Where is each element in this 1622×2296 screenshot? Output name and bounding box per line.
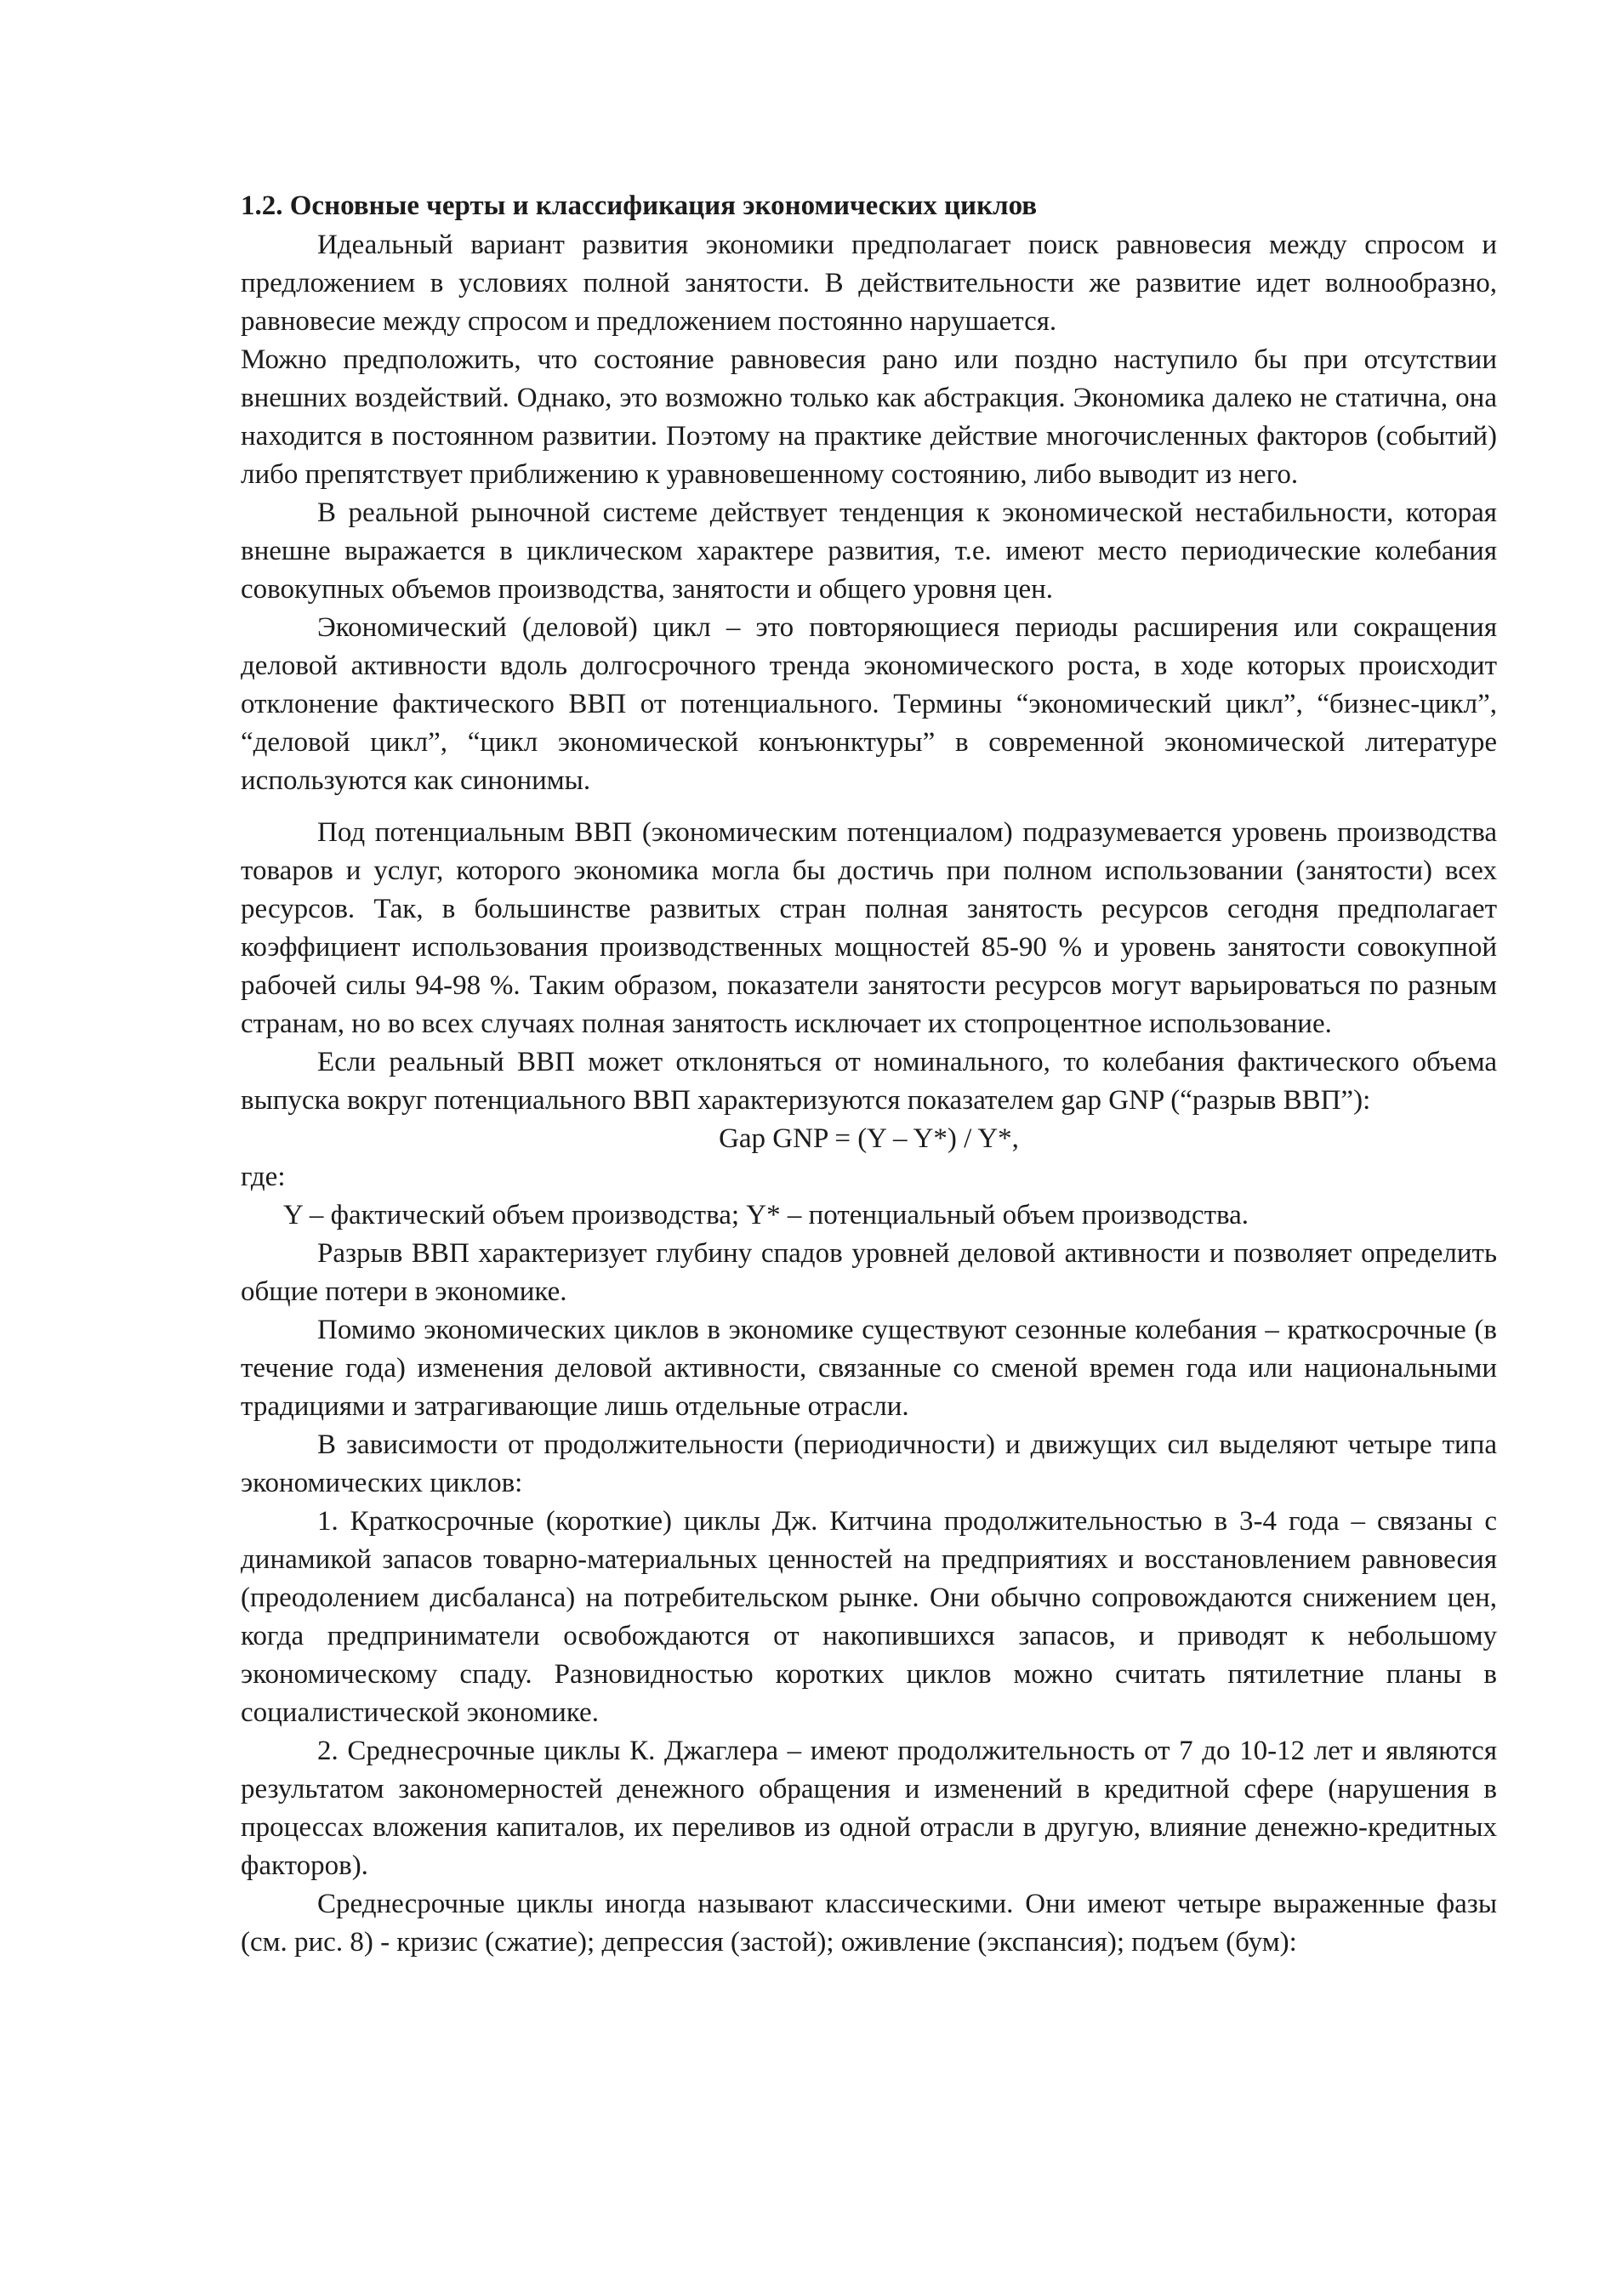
paragraph-equilibrium: Можно предположить, что состояние равновесия рано или поздно наступило бы при отсутствии внешних воздействий. Однако, это возможно только как абстракция. Экономика далеко не статична, она находится в постоянном развитии. Поэтому на практике действие многочисленных факторов (событий) либо препятствует приближению к уравновешенному состоянию, либо выводит из него. <box>241 344 1497 490</box>
list-item-juglar-cycles: 2. Среднесрочные циклы К. Джаглера – имеют продолжительность от 7 до 10-12 лет и являются результатом закономерностей денежного обращения и изменений в кредитной сфере (нарушения в процессах вложения капиталов, их переливов из одной отрасли в другую, влияние денежно-кредитных факторов). <box>241 1736 1497 1881</box>
paragraph-business-cycle-definition: Экономический (деловой) цикл – это повторяющиеся периоды расширения или сокращения деловой активности вдоль долгосрочного тренда экономического роста, в ходе которых происходит отклонение фактического ВВП от потенциального. Термины “экономический цикл”, “бизнес-цикл”, “деловой цикл”, “цикл экономической конъюнктуры” в современной экономической литературе используются как синонимы. <box>241 612 1497 796</box>
formula-where-label: где: <box>241 1162 286 1192</box>
paragraph-gap-meaning: Разрыв ВВП характеризует глубину спадов уровней деловой активности и позволяет определить общие потери в экономике. <box>241 1238 1497 1307</box>
list-item-kitchin-cycles: 1. Краткосрочные (короткие) циклы Дж. Китчина продолжительностью в 3-4 года – связаны с динамикой запасов товарно-материальных ценностей на предприятиях и восстановлением равновесия (преодолением дисбаланса) на потребительском рынке. Они обычно сопровождаются снижением цен, когда предприниматели освобождаются от накопившихся запасов, и приводят к небольшому экономическому спаду. Разновидностью коротких циклов можно считать пятилетние планы в социалистической экономике. <box>241 1506 1497 1728</box>
formula-definitions: Y – фактический объем производства; Y* – потенциальный объем производства. <box>283 1200 1249 1230</box>
section-heading: 1.2. Основные черты и классификация экономических циклов <box>241 190 1038 221</box>
paragraph-seasonal-fluctuations: Помимо экономических циклов в экономике существуют сезонные колебания – краткосрочные (в течение года) изменения деловой активности, связанные со сменой времен года или национальными традициями и затрагивающие лишь отдельные отрасли. <box>241 1315 1497 1422</box>
document-body <box>241 185 1497 1962</box>
paragraph-gdp-gap: Если реальный ВВП может отклоняться от номинального, то колебания фактического объема выпуска вокруг потенциального ВВП характеризуются показателем gap GNP (“разрыв ВВП”): <box>241 1047 1497 1116</box>
paragraph-cycle-phases: Среднесрочные циклы иногда называют классическими. Они имеют четыре выраженные фазы (см. рис. 8) - кризис (сжатие); депрессия (застой); оживление (экспансия); подъем (бум): <box>241 1889 1497 1958</box>
paragraph-ideal-economy: Идеальный вариант развития экономики предполагает поиск равновесия между спросом и предложением в условиях полной занятости. В действительности же развитие идет волнообразно, равновесие между спросом и предложением постоянно нарушается. <box>241 230 1497 337</box>
paragraph-potential-gdp: Под потенциальным ВВП (экономическим потенциалом) подразумевается уровень производства товаров и услуг, которого экономика могла бы достичь при полном использовании (занятости) всех ресурсов. Так, в большинстве развитых стран полная занятость ресурсов сегодня предполагает коэффициент использования производственных мощностей 85-90 % и уровень занятости совокупной рабочей силы 94-98 %. Таким образом, показатели занятости ресурсов могут варьироваться по разным странам, но во всех случаях полная занятость исключает их стопроцентное использование. <box>241 817 1497 1039</box>
paragraph-cycle-types-intro: В зависимости от продолжительности (периодичности) и движущих сил выделяют четыре типа экономических циклов: <box>241 1429 1497 1498</box>
paragraph-market-instability: В реальной рыночной системе действует тенденция к экономической нестабильности, которая внешне выражается в циклическом характере развития, т.е. имеют место периодические колебания совокупных объемов производства, занятости и общего уровня цен. <box>241 497 1497 605</box>
gap-formula: Gap GNP = (Y – Y*) / Y*, <box>719 1123 1019 1154</box>
